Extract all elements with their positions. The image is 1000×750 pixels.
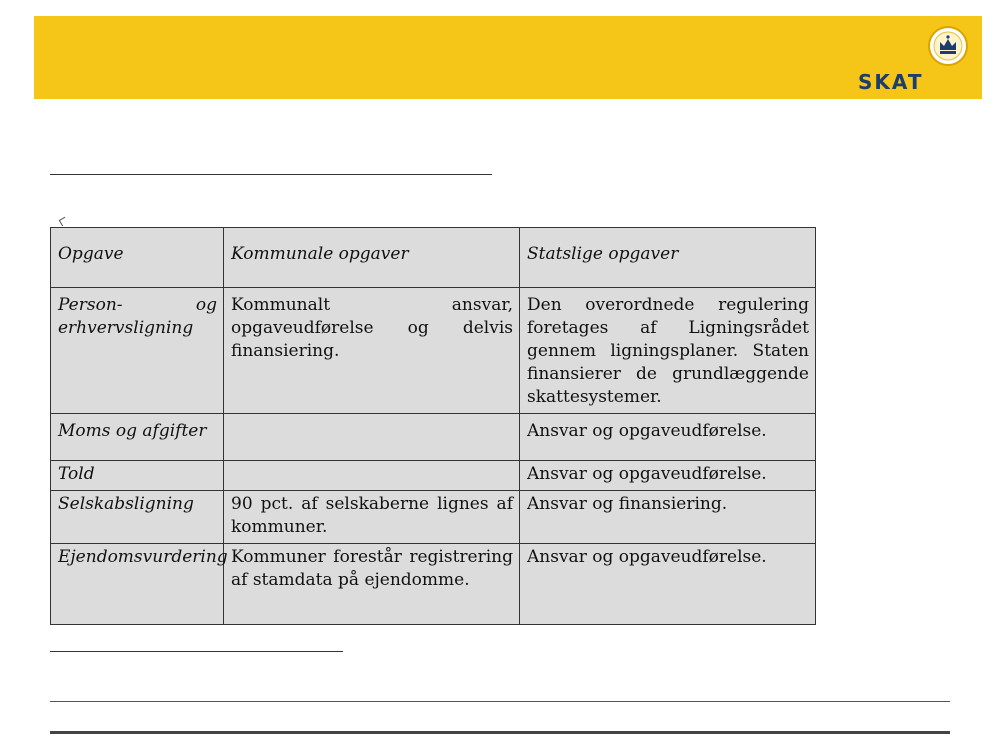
skat-logo xyxy=(858,20,952,92)
caption-mark xyxy=(59,217,69,227)
header-banner xyxy=(34,16,982,99)
title-underline xyxy=(50,174,492,175)
municipal-cell xyxy=(224,461,520,491)
task-cell: Ejendomsvurdering xyxy=(51,544,224,625)
state-cell: Den overordnede regulering foretages af Ligningsrådet gennem ligningsplaner. Staten finansierer de grundlæggende skattesystemer. xyxy=(520,288,816,414)
municipal-cell: Kommuner forestår registrering af stamdata på ejendomme. xyxy=(224,544,520,625)
table-row xyxy=(51,414,816,461)
footnote-rule xyxy=(50,651,343,652)
task-division-table xyxy=(50,227,816,625)
crown-emblem-icon xyxy=(928,26,968,66)
municipal-cell: 90 pct. af selskaberne lignes af kommuner. xyxy=(224,491,520,544)
state-cell: Ansvar og opgaveudførelse. xyxy=(520,544,816,625)
table-row xyxy=(51,491,816,544)
header-cell: Statslige opgaver xyxy=(520,228,816,288)
task-cell: Person- og erhvervsligning xyxy=(51,288,224,414)
task-cell: Told xyxy=(51,461,224,491)
task-cell: Selskabsligning xyxy=(51,491,224,544)
header-cell: Opgave xyxy=(51,228,224,288)
table-row xyxy=(51,461,816,491)
state-cell: Ansvar og opgaveudførelse. xyxy=(520,461,816,491)
municipal-cell xyxy=(224,414,520,461)
header-cell: Kommunale opgaver xyxy=(224,228,520,288)
table-row xyxy=(51,288,816,414)
footer-bar xyxy=(50,731,950,734)
table-header-row xyxy=(51,228,816,288)
table-row xyxy=(51,544,816,625)
footer-rule xyxy=(50,701,950,702)
municipal-cell: Kommunalt ansvar, opgaveudførelse og delvis finansiering. xyxy=(224,288,520,414)
state-cell: Ansvar og opgaveudførelse. xyxy=(520,414,816,461)
state-cell: Ansvar og finansiering. xyxy=(520,491,816,544)
logo-text: SKAT xyxy=(858,70,924,94)
task-cell: Moms og afgifter xyxy=(51,414,224,461)
